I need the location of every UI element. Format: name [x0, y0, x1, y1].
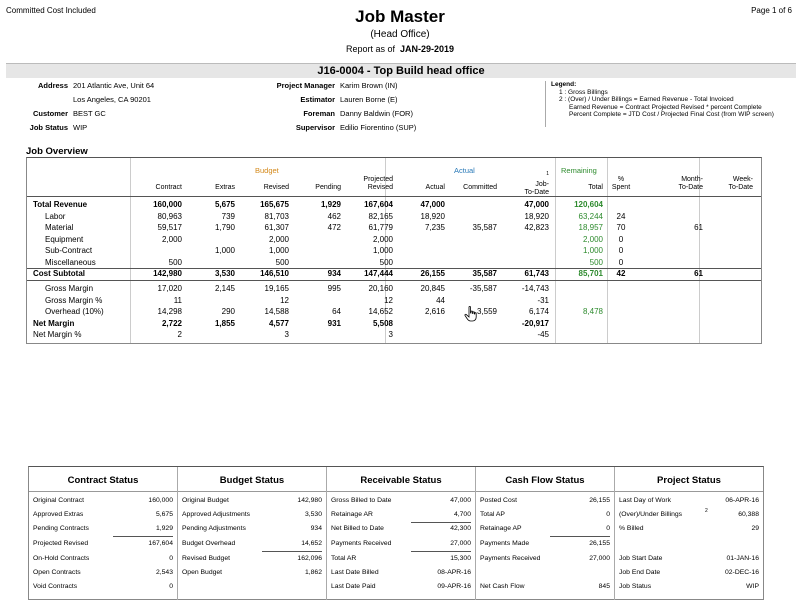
table-cell: 24 [616, 211, 626, 221]
address-line-2: Los Angeles, CA 90201 [73, 95, 151, 104]
table-cell: 20,845 [420, 284, 445, 293]
table-cell: 35,587 [472, 269, 497, 278]
status-label: Job End Date [619, 569, 661, 576]
status-row [331, 525, 471, 537]
table-cell: 1,790 [214, 223, 235, 232]
job-status-value: WIP [73, 123, 88, 132]
job-title: J16-0004 - Top Build head office [317, 65, 485, 77]
cashflow-status-title: Cash Flow Status [505, 475, 585, 486]
table-cell: 2 [177, 330, 182, 339]
status-summary [28, 466, 764, 600]
supervisor-value: Edilio Fiorentino (SUP) [340, 123, 417, 132]
budget-status-section [178, 467, 327, 600]
job-overview-table [26, 157, 762, 344]
status-row [331, 569, 471, 581]
table-cell: 18,920 [524, 211, 549, 221]
project-status-title: Project Status [657, 475, 721, 486]
table-cell: 18,957 [578, 223, 603, 232]
status-row [480, 555, 610, 567]
row-label: Net Margin % [33, 330, 82, 339]
col-month-to-date [647, 176, 703, 192]
estimator-label: Estimator [300, 95, 335, 104]
table-row [27, 258, 761, 269]
col-mtd-1: Month- [681, 176, 703, 183]
status-label: Payments Received [480, 555, 541, 562]
status-value: 60,388 [738, 511, 759, 518]
table-cell: 500 [168, 257, 182, 267]
table-cell: 47,000 [524, 200, 549, 209]
status-row [331, 555, 471, 567]
status-value: 3,530 [304, 511, 322, 518]
status-label: Pending Contracts [33, 525, 89, 532]
budget-status-title: Budget Status [219, 475, 285, 486]
status-label: Open Budget [182, 569, 223, 576]
col-mtd-2: To-Date [678, 184, 703, 191]
status-value: 1,862 [304, 569, 322, 576]
col-extras: Extras [215, 184, 235, 191]
status-label: Job Status [619, 583, 652, 590]
supervisor-label: Supervisor [295, 123, 335, 132]
table-cell: 85,701 [578, 269, 603, 278]
status-value: 15,300 [450, 555, 471, 562]
customer-label: Customer [32, 109, 68, 118]
status-label: Retainage AP [480, 525, 522, 532]
status-value: 01-JAN-16 [726, 555, 759, 562]
status-row [480, 511, 610, 523]
status-label: On-Hold Contracts [33, 555, 90, 562]
status-label: Revised Budget [182, 555, 230, 562]
table-cell: 2,000 [161, 234, 182, 244]
committed-cost-note: Committed Cost Included [6, 6, 96, 15]
table-cell: 2,722 [161, 318, 182, 328]
table-cell: 165,675 [260, 200, 289, 209]
status-value: 14,652 [301, 540, 322, 547]
table-cell: 61,779 [368, 223, 393, 232]
table-cell: 44 [436, 295, 445, 305]
status-label: Last Date Paid [331, 583, 376, 590]
status-label: Original Contract [33, 497, 84, 504]
col-committed: Committed [463, 184, 497, 191]
table-cell: 12 [384, 295, 393, 305]
contract-status-section [29, 467, 178, 600]
table-cell: 63,244 [578, 211, 603, 221]
table-cell: 19,165 [264, 284, 289, 293]
table-cell: 42 [616, 269, 626, 278]
table-cell: 120,604 [574, 200, 603, 209]
page-indicator: Page 1 of 6 [751, 6, 792, 15]
table-cell: 290 [221, 307, 235, 316]
status-value: 2,543 [155, 569, 173, 576]
row-label: Miscellaneous [45, 257, 96, 267]
contract-status-title: Contract Status [67, 475, 139, 486]
table-cell: 0 [618, 246, 624, 255]
hand-pointer-icon [464, 306, 478, 322]
foreman-value: Danny Baldwin (FOR) [340, 109, 413, 118]
status-row [182, 511, 322, 523]
table-cell: 1,855 [214, 318, 235, 328]
table-cell: 2,616 [424, 307, 445, 316]
col-pct-1: % [617, 176, 625, 183]
status-value: 167,604 [148, 540, 173, 547]
table-cell: 14,652 [368, 307, 393, 316]
status-row [33, 569, 173, 581]
table-cell: 500 [379, 257, 393, 267]
status-value: 08-APR-16 [437, 569, 471, 576]
table-cell: 11 [173, 295, 182, 305]
status-row [182, 569, 322, 581]
pm-label: Project Manager [276, 81, 335, 90]
col-revised: Revised [263, 184, 289, 191]
table-cell: 462 [327, 211, 341, 221]
customer-value: BEST GC [73, 109, 106, 118]
status-row [480, 497, 610, 509]
table-cell: 146,510 [260, 269, 289, 278]
row-label: Labor [45, 211, 66, 221]
table-row [27, 212, 761, 223]
table-row [27, 319, 761, 330]
table-cell: -31 [537, 295, 549, 305]
legend-title: Legend: [551, 81, 577, 88]
status-value: 09-APR-16 [437, 583, 471, 590]
col-pct-spent [609, 176, 633, 192]
col-pct-2: Spent [611, 184, 631, 191]
table-cell: 931 [327, 318, 341, 328]
status-row [619, 583, 759, 595]
status-label: Net Cash Flow [480, 583, 525, 590]
table-cell: 2,145 [214, 284, 235, 293]
section-divider [327, 491, 475, 492]
status-value: 0 [169, 555, 173, 562]
status-label: Total AR [331, 555, 357, 562]
table-cell: 7,235 [424, 223, 445, 232]
status-value: 160,000 [148, 497, 173, 504]
status-label: Payments Received [331, 540, 392, 547]
col-projected-2: Revised [367, 184, 393, 191]
status-row [480, 583, 610, 595]
status-label: Approved Extras [33, 511, 84, 518]
status-value: 27,000 [589, 555, 610, 562]
table-cell: 3 [388, 330, 393, 339]
table-cell: -14,743 [521, 284, 549, 293]
status-label: (Over)/Under Billings [619, 511, 683, 518]
table-cell: 1,000 [582, 246, 603, 255]
status-label: Gross Billed to Date [331, 497, 392, 504]
table-cell: 61,743 [524, 269, 549, 278]
table-cell: 35,587 [472, 223, 497, 232]
table-cell: 61 [694, 269, 703, 278]
table-cell: 167,604 [364, 200, 393, 209]
table-cell: 2,000 [582, 234, 603, 244]
table-cell: 20,160 [368, 284, 393, 293]
col-jtd-1: Job- [535, 181, 549, 189]
status-value: 27,000 [450, 540, 471, 547]
foreman-label: Foreman [303, 109, 335, 118]
status-label: Open Contracts [33, 569, 81, 576]
table-cell: 5,508 [372, 318, 393, 328]
table-cell: 47,000 [420, 200, 445, 209]
report-as-label: Report as of [345, 44, 395, 54]
report-title: Job Master [355, 7, 445, 26]
status-value: 4,700 [453, 511, 471, 518]
table-cell: 1,000 [214, 246, 235, 255]
table-cell: 934 [327, 269, 341, 278]
status-label: Payments Made [480, 540, 530, 547]
table-cell: 160,000 [153, 200, 182, 209]
table-row [27, 246, 761, 257]
status-label: Job Start Date [619, 555, 663, 562]
row-label: Material [45, 223, 74, 232]
status-row [331, 583, 471, 595]
table-row [27, 307, 761, 318]
col-actual: Actual [425, 184, 445, 191]
legend-line: Earned Revenue = Contract Projected Revised * percent Complete [569, 103, 762, 111]
report-date: JAN-29-2019 [400, 44, 455, 54]
subtotal-underline [550, 536, 610, 537]
status-row [33, 497, 173, 509]
table-cell: 70 [616, 223, 626, 232]
row-divider [27, 268, 761, 269]
table-row [27, 269, 761, 280]
row-label: Overhead (10%) [45, 307, 104, 316]
status-value: WIP [746, 583, 759, 590]
status-label: Pending Adjustments [182, 525, 246, 532]
table-cell: 739 [221, 211, 235, 221]
status-value: 142,980 [297, 497, 322, 504]
status-label: % Billed [619, 525, 644, 532]
status-row [182, 555, 322, 567]
status-value: 42,300 [450, 525, 471, 532]
status-label: Net Billed to Date [331, 525, 384, 532]
col-jtd-2: To-Date [524, 189, 549, 197]
table-cell: 6,174 [528, 307, 549, 316]
status-row [480, 540, 610, 552]
table-cell: 500 [275, 257, 289, 267]
table-cell: 5,675 [214, 200, 235, 209]
status-value: 1,929 [155, 525, 173, 532]
section-divider [178, 491, 326, 492]
budget-group-label: Budget [255, 166, 279, 175]
col-pending: Pending [315, 184, 341, 191]
table-cell: 26,155 [420, 269, 445, 278]
col-week-to-date [703, 176, 753, 192]
status-value: 26,155 [589, 540, 610, 547]
table-cell: 500 [589, 257, 603, 267]
table-cell: 80,963 [157, 211, 182, 221]
col-projected-1: Projected [363, 176, 393, 183]
status-value: 845 [598, 583, 610, 590]
status-row [619, 525, 759, 537]
job-overview-title: Job Overview [26, 146, 88, 157]
job-title-bar [6, 63, 796, 78]
section-divider [29, 491, 177, 492]
status-value: 29 [751, 525, 759, 532]
section-divider [476, 491, 614, 492]
subtotal-underline [411, 551, 471, 552]
table-cell: 18,920 [420, 211, 445, 221]
status-value: 0 [606, 525, 610, 532]
cashflow-status-section [476, 467, 615, 600]
status-label: Last Day of Work [619, 497, 672, 504]
table-cell: 82,165 [368, 211, 393, 221]
receivable-status-title: Receivable Status [360, 475, 442, 486]
subtotal-underline [113, 536, 173, 537]
status-value: 934 [310, 525, 322, 532]
status-row [33, 583, 173, 595]
table-cell: 14,588 [264, 307, 289, 316]
report-subtitle: (Head Office) [370, 29, 430, 40]
status-label: Last Date Billed [331, 569, 379, 576]
status-value: 47,000 [450, 497, 471, 504]
actual-group-label: Actual [454, 166, 475, 175]
status-value: 06-APR-16 [725, 497, 759, 504]
table-row [27, 235, 761, 246]
status-row [619, 569, 759, 581]
table-cell: 3,559 [476, 307, 497, 316]
legend-line: 1 : Gross Billings [559, 88, 608, 96]
status-row [331, 497, 471, 509]
status-label: Approved Adjustments [182, 511, 251, 518]
legend-line: Percent Complete = JTD Cost / Projected Final Cost (from WIP screen) [569, 111, 774, 119]
row-label: Net Margin [33, 318, 75, 328]
col-jtd-sup: 1 [546, 171, 549, 177]
remaining-group-label: Remaining [561, 166, 597, 175]
row-divider [27, 280, 761, 281]
row-label: Gross Margin % [45, 295, 103, 305]
table-cell: 8,478 [582, 307, 603, 316]
table-cell: 0 [618, 257, 624, 267]
address-label: Address [37, 81, 68, 90]
status-row [33, 555, 173, 567]
table-cell: 59,517 [157, 223, 182, 232]
table-cell: -45 [537, 330, 549, 339]
col-contract: Contract [155, 184, 182, 191]
status-row [182, 497, 322, 509]
estimator-value: Lauren Borne (E) [340, 95, 398, 104]
address-line-1: 201 Atlantic Ave, Unit 64 [73, 81, 155, 90]
status-row [182, 525, 322, 537]
table-cell: 14,298 [157, 307, 182, 316]
status-value: 26,155 [589, 497, 610, 504]
pm-value: Karim Brown (IN) [340, 81, 398, 90]
table-cell: 1,000 [372, 246, 393, 255]
section-divider [615, 491, 763, 492]
table-row [27, 296, 761, 307]
table-row [27, 200, 761, 211]
project-status-section [615, 467, 763, 600]
col-job-to-date [499, 170, 549, 197]
status-label: Total AP [480, 511, 505, 518]
status-row [33, 540, 173, 552]
report-date-line [0, 44, 800, 54]
job-status-label: Job Status [29, 123, 68, 132]
footnote-marker: 2 [705, 508, 708, 514]
table-cell: -35,587 [469, 284, 497, 293]
col-total: Total [588, 184, 603, 191]
table-cell: 2,000 [268, 234, 289, 244]
row-label: Sub-Contract [45, 246, 93, 255]
status-value: 0 [169, 583, 173, 590]
table-cell: 0 [618, 234, 624, 244]
table-row [27, 284, 761, 295]
table-cell: 61 [694, 223, 703, 232]
row-label: Total Revenue [33, 200, 88, 209]
table-row [27, 330, 761, 341]
table-cell: 17,020 [157, 284, 182, 293]
table-cell: 4,577 [268, 318, 289, 328]
status-label: Retainage AR [331, 511, 373, 518]
row-label: Cost Subtotal [33, 269, 85, 278]
table-cell: 81,703 [264, 211, 289, 221]
table-cell: 1,000 [268, 246, 289, 255]
table-cell: 142,980 [153, 269, 182, 278]
legend-line: 2 : (Over) / Under Billings = Earned Revenue - Total Invoiced [559, 96, 734, 104]
table-cell: 42,823 [524, 223, 549, 232]
status-value: 0 [606, 511, 610, 518]
table-cell: 3,530 [214, 269, 235, 278]
table-cell: 472 [327, 223, 341, 232]
status-row [619, 497, 759, 509]
table-cell: 12 [280, 295, 289, 305]
status-row [33, 511, 173, 523]
col-projected-revised [343, 176, 393, 192]
subtotal-underline [262, 551, 322, 552]
table-cell: 61,307 [264, 223, 289, 232]
row-label: Equipment [45, 234, 84, 244]
status-value: 162,096 [297, 555, 322, 562]
table-cell: 3 [284, 330, 289, 339]
table-cell: 64 [332, 307, 341, 316]
table-cell: 2,000 [372, 234, 393, 244]
table-row [27, 223, 761, 234]
table-cell: 147,444 [364, 269, 393, 278]
receivable-status-section [327, 467, 476, 600]
col-wtd-2: To-Date [728, 184, 753, 191]
subtotal-underline [411, 522, 471, 523]
status-label: Budget Overhead [182, 540, 236, 547]
status-row [619, 508, 759, 523]
table-cell: 995 [327, 284, 341, 293]
legend [545, 81, 795, 127]
status-label: Void Contracts [33, 583, 78, 590]
col-wtd-1: Week- [732, 176, 753, 183]
status-row [619, 555, 759, 567]
status-label: Posted Cost [480, 497, 518, 504]
job-info [0, 81, 540, 141]
status-value: 02-DEC-16 [725, 569, 759, 576]
row-label: Gross Margin [45, 284, 94, 293]
status-label: Original Budget [182, 497, 229, 504]
table-cell: -20,917 [521, 318, 549, 328]
table-cell: 1,929 [320, 200, 341, 209]
status-label: Projected Revised [33, 540, 89, 547]
status-value: 5,675 [155, 511, 173, 518]
